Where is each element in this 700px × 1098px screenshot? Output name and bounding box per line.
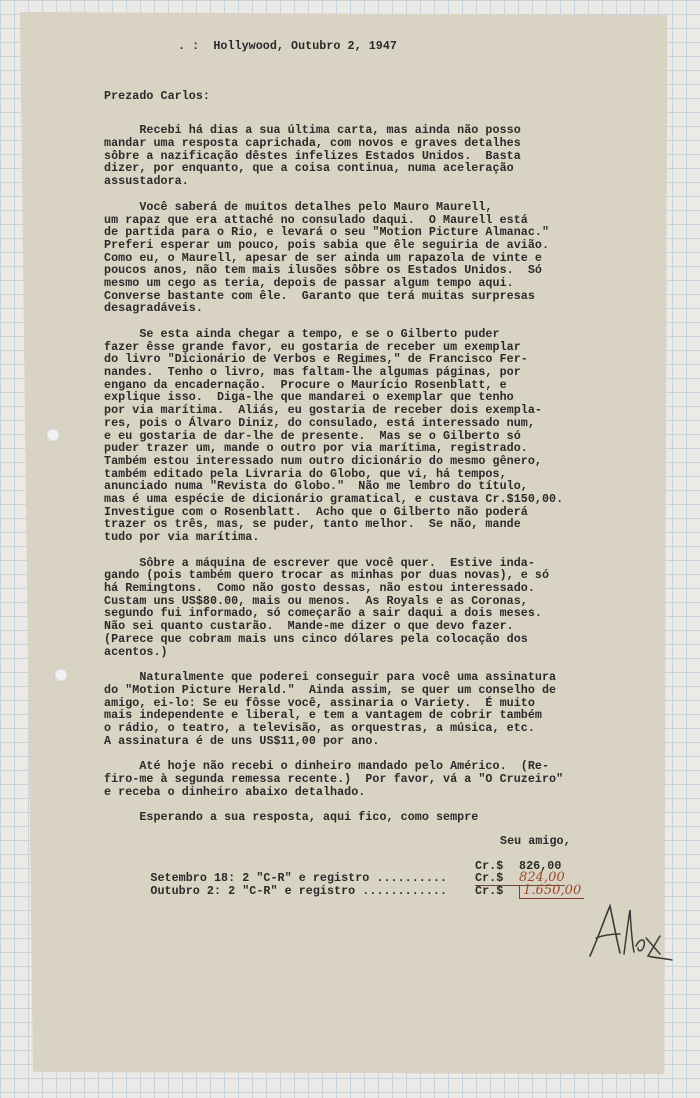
text-line: assustadora. xyxy=(104,174,189,189)
paragraph-4 xyxy=(104,557,664,659)
text-line: trazer os três, mas, se puder, tanto melhor. Se não, mande xyxy=(104,517,521,532)
text-line: Preferi esperar um pouco, pois sabia que êle seguiria de avião. xyxy=(104,237,550,252)
salutation: Prezado Carlos: xyxy=(104,88,210,103)
text-line: gando (pois também quero trocar as minhas por duas novas), e só xyxy=(104,568,550,583)
handwritten-signature xyxy=(580,898,675,968)
text-line: o rádio, o teatro, a televisão, as orquestras, a música, etc. xyxy=(104,720,535,735)
ledger-total-row xyxy=(108,885,664,898)
paragraph-3 xyxy=(104,328,664,544)
ledger-currency: Cr.$ xyxy=(475,858,504,873)
paragraph-1 xyxy=(104,124,664,187)
text-line: Também estou interessado num outro dicionário do mesmo gênero, xyxy=(104,453,542,468)
text-line: do livro "Dicionário de Verbos e Regimes," de Francisco Fer- xyxy=(104,352,528,367)
punch-hole-lower xyxy=(54,668,68,682)
typed-letter xyxy=(104,40,664,898)
ledger-currency: Cr.$ xyxy=(475,872,519,886)
text-line: um rapaz que era attaché no consulado daqui. O Maurell está xyxy=(104,212,528,227)
text-line: firo-me à segunda remessa recente.) Por favor, vá a "O Cruzeiro" xyxy=(104,772,564,786)
text-line: Converse bastante com êle. Garanto que terá muitas surpresas xyxy=(104,288,535,303)
ledger-value-handwritten: 824,00 xyxy=(519,870,565,886)
text-line: Se esta ainda chegar a tempo, e se o Gilberto puder xyxy=(104,327,500,341)
text-line: res, pois o Álvaro Diniz, do consulado, está interessado num, xyxy=(104,415,535,430)
ledger-total xyxy=(475,885,584,899)
text-line: Você saberá de muitos detalhes pelo Mauro Maurell, xyxy=(104,199,493,214)
text-line: há Remingtons. Como não gosto dessas, não estou interessado. xyxy=(104,581,535,596)
ledger-description: Setembro 18: 2 "C-R" e registro .......... xyxy=(150,871,448,886)
text-line: mas é uma espécie de dicionário gramatical, e custava Cr.$150,00. xyxy=(104,491,564,506)
text-line: também editado pela Livraria do Globo, que vi, há tempos, xyxy=(104,466,507,481)
text-line: segundo fui informado, só começarão a sair daqui a dois meses. xyxy=(104,606,542,621)
text-line: Naturalmente que poderei conseguir para você uma assinatura xyxy=(104,670,557,685)
paragraph-6 xyxy=(104,760,664,798)
text-line: de partida para o Rio, e levará o seu "Motion Picture Almanac." xyxy=(104,225,550,240)
ledger-description: Outubro 2: 2 "C-R" e registro ............ xyxy=(150,884,448,899)
dateline-text: Hollywood, Outubro 2, 1947 xyxy=(213,39,397,53)
dateline xyxy=(104,40,664,53)
paragraph-2 xyxy=(104,201,664,315)
punch-hole-upper xyxy=(46,428,60,442)
text-line: A assinatura é de uns US$11,00 por ano. xyxy=(104,733,380,748)
text-line: acentos.) xyxy=(104,644,168,659)
text-line: fazer êsse grande favor, eu gostaria de receber um exemplar xyxy=(104,339,521,354)
text-line: Sôbre a máquina de escrever que você quer. Estive inda- xyxy=(104,555,535,570)
signoff: Seu amigo, xyxy=(500,834,571,849)
paragraph-5 xyxy=(104,671,664,747)
text-line: sôbre a nazificação dêstes infelizes Estados Unidos. Basta xyxy=(104,148,521,163)
text-line: do "Motion Picture Herald." Ainda assim, se quer um conselho de xyxy=(104,682,557,697)
total-value-handwritten: 1.650,00 xyxy=(519,885,584,899)
text-line: Como eu, o Maurell, apesar de ser ainda um rapazola de vinte e xyxy=(104,250,542,265)
ledger-value: 826,00 xyxy=(519,858,562,873)
text-line: poucos anos, não tem mais ilusões sôbre os Estados Unidos. Só xyxy=(104,263,542,278)
text-line: engano da encadernação. Procure o Maurício Rosenblatt, e xyxy=(104,377,507,392)
ledger xyxy=(108,860,664,898)
text-line: amigo, ei-lo: Se eu fôsse você, assinaria o Variety. É muito xyxy=(104,695,535,710)
text-line: mais independente e liberal, e tem a vantagem de cobrir também xyxy=(104,708,542,723)
text-line: mandar uma resposta caprichada, com novos e graves detalhes xyxy=(104,136,521,151)
text-line: dizer, por enquanto, que a coisa continua, numa aceleração xyxy=(104,161,514,176)
total-currency: Cr.$ xyxy=(475,884,504,899)
text-line: e receba o dinheiro abaixo detalhado. xyxy=(104,784,366,799)
text-line: nandes. Tenho o livro, mas faltam-lhe algumas páginas, por xyxy=(104,365,521,380)
text-line: mesmo um cego as teria, depois de passar algum tempo aqui. xyxy=(104,275,514,290)
text-line: puder trazer um, mande o outro por via marítima, registrado. xyxy=(104,441,528,456)
text-line: (Parece que cobram mais uns cinco dólares pela colocação dos xyxy=(104,631,528,646)
text-line: por via marítima. Aliás, eu gostaria de receber dois exempla- xyxy=(104,403,542,418)
dateline-marks: . : xyxy=(178,39,200,53)
text-line: desagradáveis. xyxy=(104,301,203,316)
text-line: tudo por via marítima. xyxy=(104,530,260,544)
text-line: explique isso. Diga-lhe que mandarei o exemplar que tenho xyxy=(104,390,514,405)
text-line: Até hoje não recebi o dinheiro mandado pelo Américo. (Re- xyxy=(104,759,550,774)
text-line: Não sei quanto custarão. Mande-me dizer o que devo fazer. xyxy=(104,619,514,634)
closing-line: Esperando a sua resposta, aqui fico, como sempre xyxy=(104,810,479,825)
text-line: Recebi há dias a sua última carta, mas ainda não posso xyxy=(104,123,521,138)
text-line: Custam uns US$80.00, mais ou menos. As Royals e as Coronas, xyxy=(104,593,528,608)
text-line: e eu gostaria de dar-lhe de presente. Mas se o Gilberto só xyxy=(104,428,521,443)
text-line: Investigue com o Rosenblatt. Acho que o Gilberto não poderá xyxy=(104,504,528,519)
text-line: anunciado numa "Revista do Globo." Não me lembro do título, xyxy=(104,479,528,494)
